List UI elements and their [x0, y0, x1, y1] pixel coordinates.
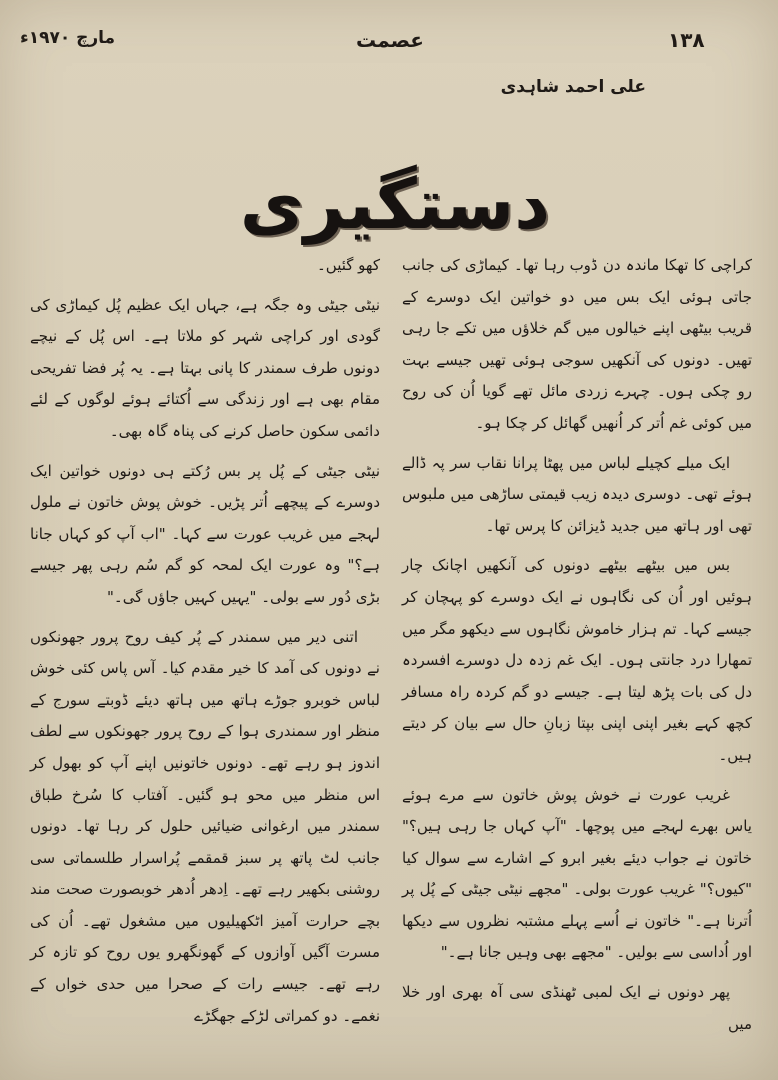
text-column-right	[402, 250, 752, 1050]
paragraph: غریب عورت نے خوش پوش خاتون سے مرے ہوئے یاس بھرے لہجے میں پوچھا۔ "آپ کہاں جا رہی ہیں؟" خاتون نے جواب دیئے بغیر ابرو کے اشارے سے سوال کیا "کیوں؟" غریب عورت بولی۔ "مجھے نیٹی جیٹی کے پُل پر اُترنا ہے۔" خاتون نے اُسے پہلے مشتبہ نظروں سے دیکھا اور اُداسی سے بولیں۔ "مجھے بھی وہیں جانا ہے۔"	[402, 785, 752, 962]
text-column-left	[30, 250, 380, 1050]
paragraph: کھو گئیں۔	[317, 256, 380, 274]
paragraph: پھر دونوں نے ایک لمبی ٹھنڈی سی آہ بھری اور خلا میں	[402, 983, 752, 1033]
paragraph: ایک میلے کچیلے لباس میں پھٹا پرانا نقاب سر پہ ڈالے ہوئے تھی۔ دوسری دیدہ زیب قیمتی ساڑھی میں ملبوس تھی اور ہاتھ میں جدید ڈیزائن کا پرس تھا۔	[402, 453, 752, 535]
issue-date: مارچ ١٩٧٠ء	[20, 28, 116, 48]
article-title: دستگیری	[239, 163, 551, 245]
paragraph: نیٹی جیٹی وہ جگہ ہے، جہاں ایک عظیم پُل کیماڑی کی گودی اور کراچی شہر کو ملاتا ہے۔ اس پُل کے نیچے دونوں طرف سمندر کا پانی بہتا ہے۔ یہ پُر فضا تفریحی مقام بھی ہے اور زندگی سے اُکتائے ہوئے لوگوں کے لئے دائمی سکون حاصل کرنے کی پناہ گاہ بھی۔	[30, 295, 380, 440]
author-name: علی احمد شاہدی	[500, 77, 646, 97]
paragraph: نیٹی جیٹی کے پُل پر بس رُکتے ہی دونوں خواتین ایک دوسرے کے پیچھے اُتر پڑیں۔ خوش پوش خاتون نے ملول لہجے میں غریب عورت سے کہا۔ "اب آپ کو کہاں جانا ہے؟" وہ عورت ایک لمحہ کو گم سُم رہی پھر جیسے بڑی دُور سے بولی۔ "یہیں کہیں جاؤں گی۔"	[30, 461, 380, 606]
paragraph: بس میں بیٹھے بیٹھے دونوں کی آنکھیں اچانک چار ہوئیں اور اُن کی نگاہوں نے ایک دوسرے کو پہچان کر جیسے کہا۔ تم ہزار خاموش نگاہوں سے دیکھو مگر میں تمھارا درد جانتی ہوں۔ ایک غم زدہ دل دوسرے افسردہ دل کی بات پڑھ لیتا ہے۔ جیسے دو گم کردہ راہ مسافر کچھ کہے بغیر اپنی اپنی بپتا زبانِ حال سے بیان کر دیتے ہیں۔	[402, 556, 752, 764]
paragraph: اتنی دیر میں سمندر کے پُر کیف روح پرور جھونکوں نے دونوں کی آمد کا خیر مقدم کیا۔ آس پاس کئی خوش لباس خوبرو جوڑے ہاتھ میں ہاتھ دیئے ڈوبتے سورج کے منظر اور سمندری ہوا کے روح پرور جھونکوں سے لطف اندوز ہو رہے تھے۔ دونوں خاتونیں اپنے آپ کو بھول کر اس منظر میں محو ہو گئیں۔ آفتاب کا سُرخ طباق سمندر میں ارغوانی ضیائیں حلول کر رہا تھا۔ دونوں جانب لٹ پاتھ پر سبز قمقمے پُراسرار طلسماتی سی روشنی بکھیر رہے تھے۔ اِدھر اُدھر خوبصورت صحت مند بچے حرارت آمیز اٹکھیلیوں میں مشغول تھے۔ اُن کی مسرت آگیں آوازوں کے گھونگھرو یوں روح کو تازہ کر رہے تھے۔ جیسے رات کے صحرا میں حدی خواں کے نغمے۔ دو کمراتی لڑکے جھگڑے	[30, 627, 380, 1025]
magazine-name: عصمت	[356, 28, 424, 52]
paragraph: کراچی کا تھکا ماندہ دن ڈوب رہا تھا۔ کیماڑی کی جانب جاتی ہوئی ایک بس میں دو خواتین ایک دوسرے کے قریب بیٹھی اپنے خیالوں میں گم خلاؤں میں تکے جا رہی تھیں۔ دونوں کی آنکھیں سوجی ہوئی تھیں جیسے بہت رو چکی ہوں۔ چہرے زردی مائل تھے گویا اُن کی روح میں کوئی غم اُتر کر اُنھیں گھائل کر چکا ہو۔	[402, 256, 752, 432]
page-number: ١٣٨	[668, 28, 705, 52]
